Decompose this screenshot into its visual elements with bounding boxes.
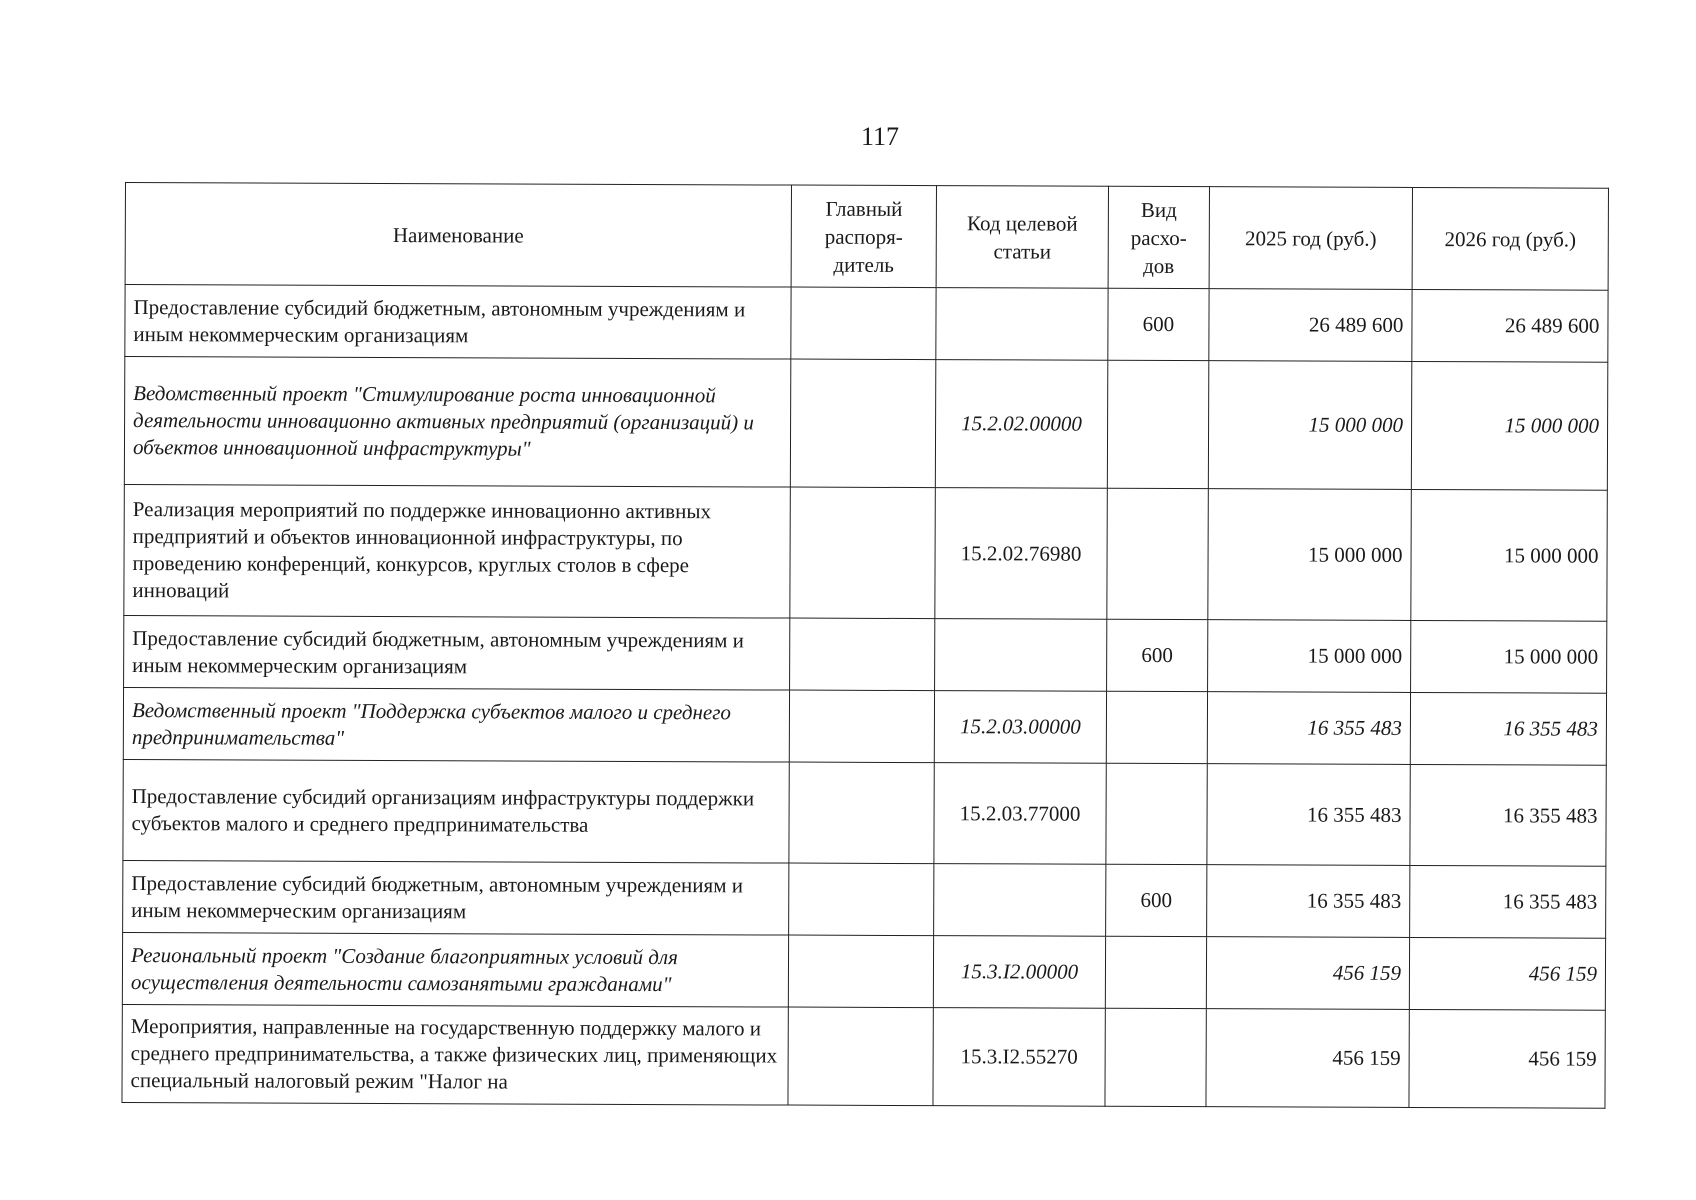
header-name: Наименование bbox=[125, 183, 791, 288]
cell-2025: 16 355 483 bbox=[1207, 865, 1410, 938]
cell-manager bbox=[790, 487, 936, 619]
table-header-row bbox=[125, 183, 1608, 291]
cell-2026: 16 355 483 bbox=[1410, 865, 1606, 938]
cell-name: Мероприятия, направленные на государственную поддержку малого и среднего предпринимательства, а также физических лиц, применяющих специальный налоговый режим "Налог на bbox=[122, 1004, 788, 1105]
cell-2026: 15 000 000 bbox=[1411, 620, 1607, 693]
cell-manager bbox=[790, 618, 935, 691]
cell-code: 15.3.I2.00000 bbox=[933, 936, 1105, 1009]
cell-code: 15.2.02.00000 bbox=[935, 360, 1107, 489]
cell-2026: 15 000 000 bbox=[1411, 489, 1608, 621]
cell-code bbox=[934, 864, 1106, 937]
cell-expense-type bbox=[1105, 936, 1206, 1008]
cell-2026: 456 159 bbox=[1409, 1009, 1605, 1108]
cell-expense-type: 600 bbox=[1106, 864, 1207, 936]
cell-manager bbox=[790, 359, 935, 488]
table-row bbox=[123, 759, 1606, 866]
cell-name: Предоставление субсидий бюджетным, автономным учреждениям и иным некоммерческим организациям bbox=[125, 285, 791, 360]
header-2025: 2025 год (руб.) bbox=[1209, 187, 1412, 290]
cell-2026: 16 355 483 bbox=[1410, 764, 1606, 866]
cell-expense-type bbox=[1106, 691, 1207, 763]
header-code: Код целевой статьи bbox=[936, 186, 1108, 289]
cell-expense-type: 600 bbox=[1108, 288, 1209, 360]
cell-name: Ведомственный проект "Поддержка субъектов малого и среднего предпринимательства" bbox=[123, 687, 789, 762]
cell-code: 15.2.03.00000 bbox=[934, 691, 1106, 764]
cell-2025: 26 489 600 bbox=[1209, 289, 1412, 362]
cell-code bbox=[935, 619, 1107, 692]
page-number: 117 bbox=[860, 122, 900, 151]
cell-2025: 15 000 000 bbox=[1208, 361, 1411, 490]
cell-name: Предоставление субсидий бюджетным, автономным учреждениям и иным некоммерческим организациям bbox=[123, 860, 789, 935]
cell-name: Предоставление субсидий организациям инфраструктуры поддержки субъектов малого и среднего предпринимательства bbox=[123, 759, 789, 863]
cell-2025: 15 000 000 bbox=[1208, 489, 1412, 621]
table-row bbox=[123, 687, 1606, 765]
table-row bbox=[123, 860, 1606, 938]
cell-2025: 16 355 483 bbox=[1207, 692, 1410, 765]
table-body bbox=[122, 285, 1608, 1109]
cell-expense-type bbox=[1107, 488, 1209, 619]
cell-code: 15.2.02.76980 bbox=[935, 488, 1108, 620]
table-row bbox=[125, 285, 1608, 363]
cell-2025: 15 000 000 bbox=[1208, 620, 1411, 693]
header-manager: Главный распоря-дитель bbox=[791, 185, 936, 288]
cell-manager bbox=[789, 863, 934, 936]
cell-2026: 15 000 000 bbox=[1411, 361, 1607, 490]
table-row bbox=[122, 932, 1605, 1010]
cell-2025: 456 159 bbox=[1206, 937, 1409, 1010]
cell-2025: 456 159 bbox=[1206, 1009, 1409, 1108]
cell-name: Реализация мероприятий по поддержке инновационно активных предприятий и объектов инновационной инфраструктуры, по проведению конференций, конкурсов, круглых столов в сфере инноваций bbox=[124, 484, 790, 618]
cell-manager bbox=[788, 935, 933, 1008]
budget-table bbox=[121, 182, 1609, 1109]
cell-expense-type: 600 bbox=[1107, 619, 1208, 691]
cell-code: 15.2.03.77000 bbox=[934, 763, 1106, 865]
header-expense-type: Вид расхо-дов bbox=[1108, 186, 1209, 288]
cell-manager bbox=[789, 690, 934, 763]
cell-expense-type bbox=[1107, 360, 1208, 488]
table-row bbox=[122, 1004, 1605, 1108]
cell-manager bbox=[789, 762, 934, 864]
cell-code bbox=[936, 288, 1108, 361]
table-row bbox=[124, 484, 1607, 621]
header-2026: 2026 год (руб.) bbox=[1412, 187, 1608, 290]
cell-2026: 456 159 bbox=[1409, 937, 1605, 1010]
cell-name: Региональный проект "Создание благоприятных условий для осуществления деятельности самозанятыми гражданами" bbox=[122, 932, 788, 1007]
cell-name: Ведомственный проект "Стимулирование роста инновационной деятельности инновационно активных предприятий (организаций) и объектов инновационной инфраструктуры" bbox=[124, 357, 790, 488]
cell-expense-type bbox=[1106, 763, 1207, 864]
cell-2025: 16 355 483 bbox=[1207, 764, 1410, 866]
cell-manager bbox=[791, 287, 936, 360]
cell-expense-type bbox=[1105, 1008, 1206, 1106]
cell-name: Предоставление субсидий бюджетным, автономным учреждениям и иным некоммерческим организациям bbox=[124, 615, 790, 690]
cell-2026: 16 355 483 bbox=[1410, 692, 1606, 765]
table-row bbox=[124, 615, 1607, 693]
cell-2026: 26 489 600 bbox=[1412, 289, 1608, 362]
cell-manager bbox=[788, 1007, 933, 1106]
cell-code: 15.3.I2.55270 bbox=[933, 1008, 1105, 1107]
table-row bbox=[124, 357, 1607, 491]
